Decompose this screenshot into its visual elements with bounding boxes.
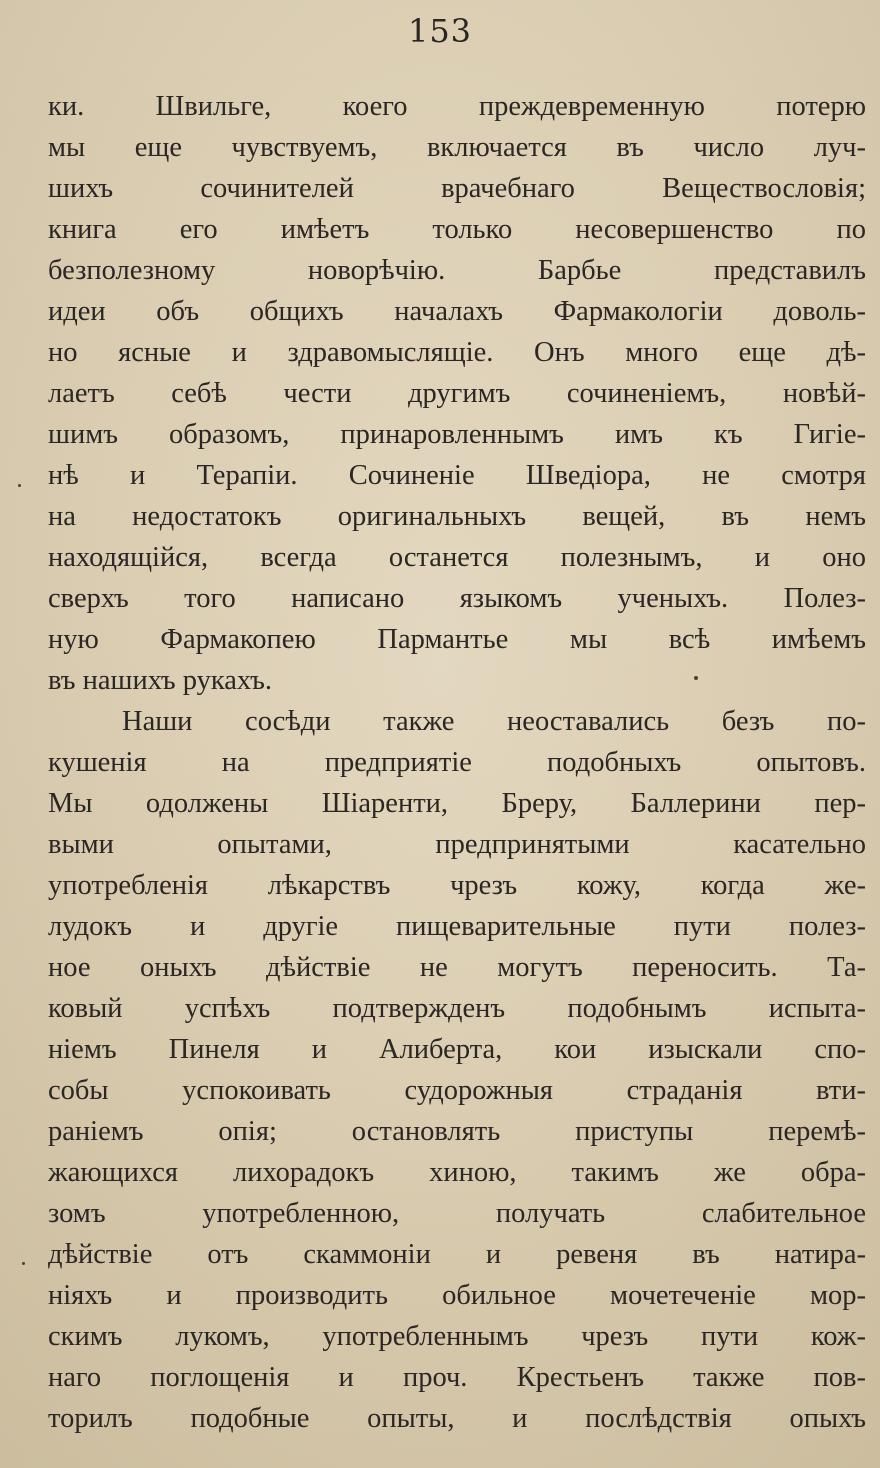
paragraph-2 [48,701,866,1439]
text-line: жающихся лихорадокъ хиною, такимъ же обра- [48,1157,866,1188]
text-line: мы еще чувствуемъ, включается въ число луч- [48,132,866,163]
text-line: ное оныхъ дѣйствіе не могутъ переносить. Та- [48,952,866,983]
text-line: употребленія лѣкарствъ чрезъ кожу, когда же- [48,870,866,901]
text-line: лудокъ и другіе пищеварительные пути полез- [48,911,866,942]
text-line: ніяхъ и производить обильное мочетеченіе мор- [48,1280,866,1311]
text-line: книга его имѣетъ только несовершенство по [48,214,866,245]
text-line: ки. Швильге, коего преждевременную потерю [48,91,866,122]
text-line: торилъ подобные опыты, и послѣдствія опыхъ [48,1403,866,1434]
text-line: раніемъ опія; остановлять приступы перемѣ- [48,1116,866,1147]
body-text [48,86,866,1439]
text-line: скимъ лукомъ, употребленнымъ чрезъ пути кож- [48,1321,866,1352]
text-line: выми опытами, предпринятыми касательно [48,829,866,860]
text-line: ковый успѣхъ подтвержденъ подобнымъ испыта- [48,993,866,1024]
text-line: кушенія на предприятіе подобныхъ опытовъ. [48,747,866,778]
text-line: сверхъ того написано языкомъ ученыхъ. Полез- [48,583,866,614]
text-line: лаетъ себѣ чести другимъ сочиненіемъ, новѣй- [48,378,866,409]
text-line: собы успокоивать судорожныя страданія вти- [48,1075,866,1106]
text-line: зомъ употребленною, получать слабительное [48,1198,866,1229]
text-line: нѣ и Терапіи. Сочиненіе Шведіора, не смотря [48,460,866,491]
text-line: на недостатокъ оригинальныхъ вещей, въ немъ [48,501,866,532]
text-line: идеи объ общихъ началахъ Фармакологіи доволь- [48,296,866,327]
text-line: безполезному новорѣчію. Барбье представилъ [48,255,866,286]
text-line: наго поглощенія и проч. Крестьенъ также пов- [48,1362,866,1393]
paper-speck [22,1262,25,1265]
page-number: 153 [407,12,473,50]
paper-speck [694,676,698,680]
text-line: въ нашихъ рукахъ. [48,665,272,696]
text-line: Мы одолжены Шіаренти, Бреру, Баллерини пер- [48,788,866,819]
text-line: находящійся, всегда останется полезнымъ, и оно [48,542,866,573]
text-line: но ясные и здравомыслящіе. Онъ много еще дѣ- [48,337,866,368]
text-line: шихъ сочинителей врачебнаго Веществословія; [48,173,866,204]
text-line: шимъ образомъ, принаровленнымъ имъ къ Гигіе- [48,419,866,450]
text-line: Наши сосѣди также неоставались безъ по- [122,706,866,737]
text-line: ніемъ Пинеля и Алиберта, кои изыскали спо- [48,1034,866,1065]
text-line: дѣйствіе отъ скаммоніи и ревеня въ натира- [48,1239,866,1270]
text-line: ную Фармакопею Пармантье мы всѣ имѣемъ [48,624,866,655]
paragraph-1 [48,86,866,701]
paper-speck [18,484,21,487]
